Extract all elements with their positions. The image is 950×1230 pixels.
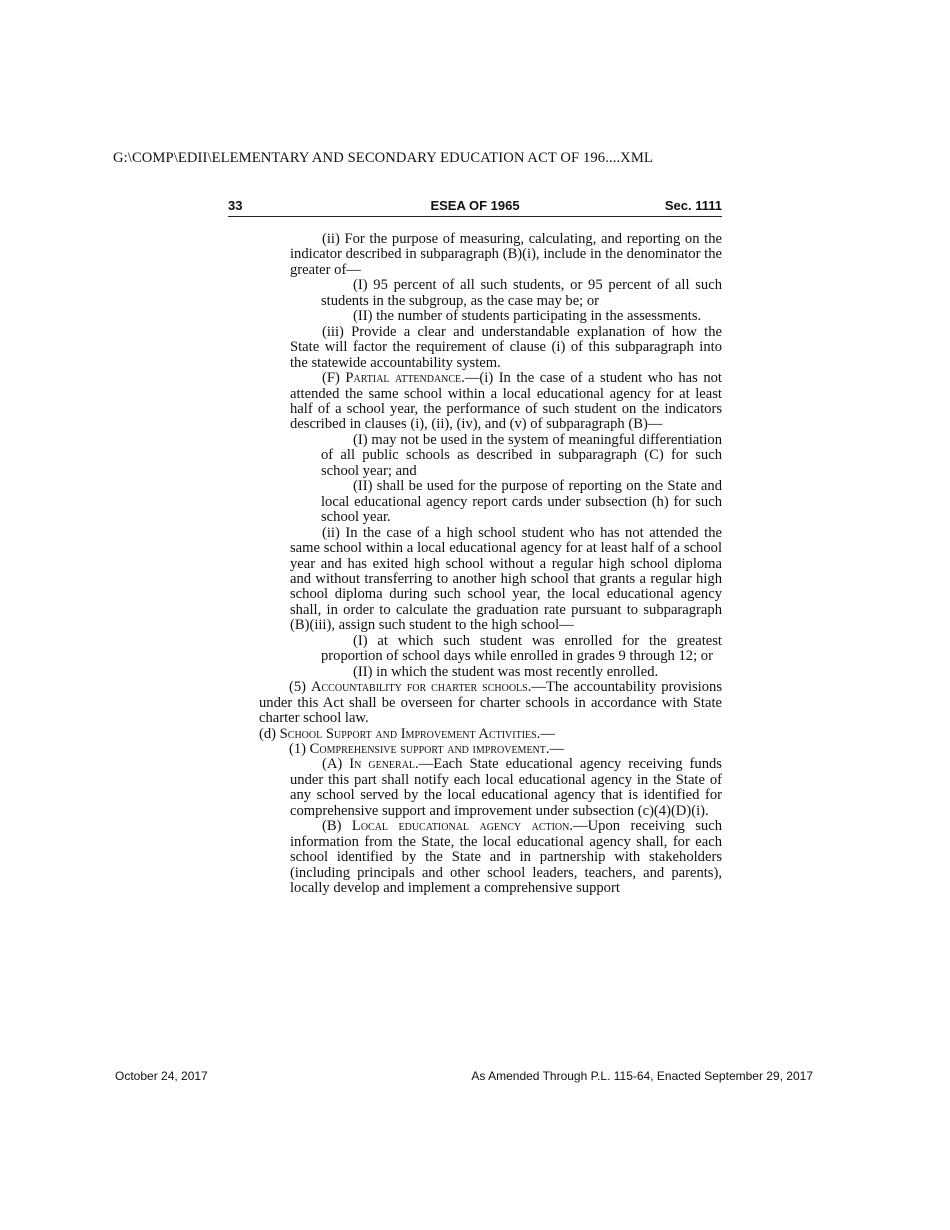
subclause-II-participating: (II) the number of students participating in the assessments. xyxy=(353,308,702,325)
paragraph-F-partial-attendance: (F) Partial attendance.—(i) In the case of a student who has not attended the same school within a local educational agency for at least half of a school year, the performance of such student on the indicators described in clauses (i), (ii), (iv), and (v) of subparagraph (B)— xyxy=(290,370,722,433)
heading-comprehensive-support: Comprehensive support and improvement. xyxy=(309,740,550,757)
heading-school-support: School Support and Improvement Activities. xyxy=(279,725,541,742)
subparagraph-B-lea-action: (B) Local educational agency action.—Upon receiving such information from the State, the local educational agency shall, for each school identified by the State and in partnership with stakeholders (including principals and other school leaders, teachers, and parents), locally develop and implement a comprehensive support xyxy=(290,818,722,897)
running-head xyxy=(228,198,722,217)
footer-date: October 24, 2017 xyxy=(115,1069,208,1083)
paragraph-1-heading: (1) Comprehensive support and improvement.— xyxy=(289,740,565,757)
footer-amended: As Amended Through P.L. 115-64, Enacted September 29, 2017 xyxy=(471,1069,813,1083)
section-number: Sec. 1111 xyxy=(664,198,722,213)
paragraph-5-charter-schools: (5) Accountability for charter schools.—The accountability provisions under this Act shall be overseen for charter schools in accordance with State charter school law. xyxy=(259,679,723,727)
page-number: 33 xyxy=(228,198,243,213)
document-body xyxy=(228,232,722,896)
running-head-title: ESEA OF 1965 xyxy=(430,198,520,213)
heading-charter-schools: Accountability for charter schools. xyxy=(310,679,532,696)
subclause-II-reporting: (II) shall be used for the purpose of reporting on the State and local educational agency report cards under subsection (h) for such school year. xyxy=(321,478,722,526)
heading-partial-attendance: Partial attendance. xyxy=(345,370,465,387)
subclause-I-not-used: (I) may not be used in the system of meaningful differentiation of all public schools as described in subparagraph (C) for such school year; and xyxy=(321,431,722,479)
heading-in-general: In general. xyxy=(349,756,419,773)
subclause-II-recently-enrolled: (II) in which the student was most recently enrolled. xyxy=(353,663,659,680)
subsection-d-heading: (d) School Support and Improvement Activities.— xyxy=(259,725,555,742)
file-path: G:\COMP\EDII\ELEMENTARY AND SECONDARY EDUCATION ACT OF 196....XML xyxy=(113,150,653,166)
subclause-I-greatest-proportion: (I) at which such student was enrolled for the greatest proportion of school days while enrolled in grades 9 through 12; or xyxy=(321,632,722,665)
clause-iii-explanation: (iii) Provide a clear and understandable explanation of how the State will factor the requirement of clause (i) of this subparagraph into the statewide accountability system. xyxy=(290,323,722,371)
heading-lea-action: Local educational agency action. xyxy=(351,818,574,835)
subclause-I-95-percent: (I) 95 percent of all such students, or 95 percent of all such students in the subgroup, as the case may be; or xyxy=(321,277,722,309)
subparagraph-A-in-general: (A) In general.—Each State educational agency receiving funds under this part shall notify each local educational agency in the State of any school served by the local educational agency that is identified for comprehensive support and improvement under subsection (c)(4)(D)(i). xyxy=(290,756,722,819)
clause-ii-denominator: (ii) For the purpose of measuring, calculating, and reporting on the indicator described in subparagraph (B)(i), include in the denominator the greater of— xyxy=(290,231,722,278)
clause-ii-high-school: (ii) In the case of a high school student who has not attended the same school within a local educational agency for at least half of a school year and has exited high school without a regular high school diploma and without transferring to another high school that grants a regular high school diploma during such school year, the local educational agency shall, in order to calculate the graduation rate pursuant to subparagraph (B)(iii), assign such student to the high school— xyxy=(290,524,722,634)
